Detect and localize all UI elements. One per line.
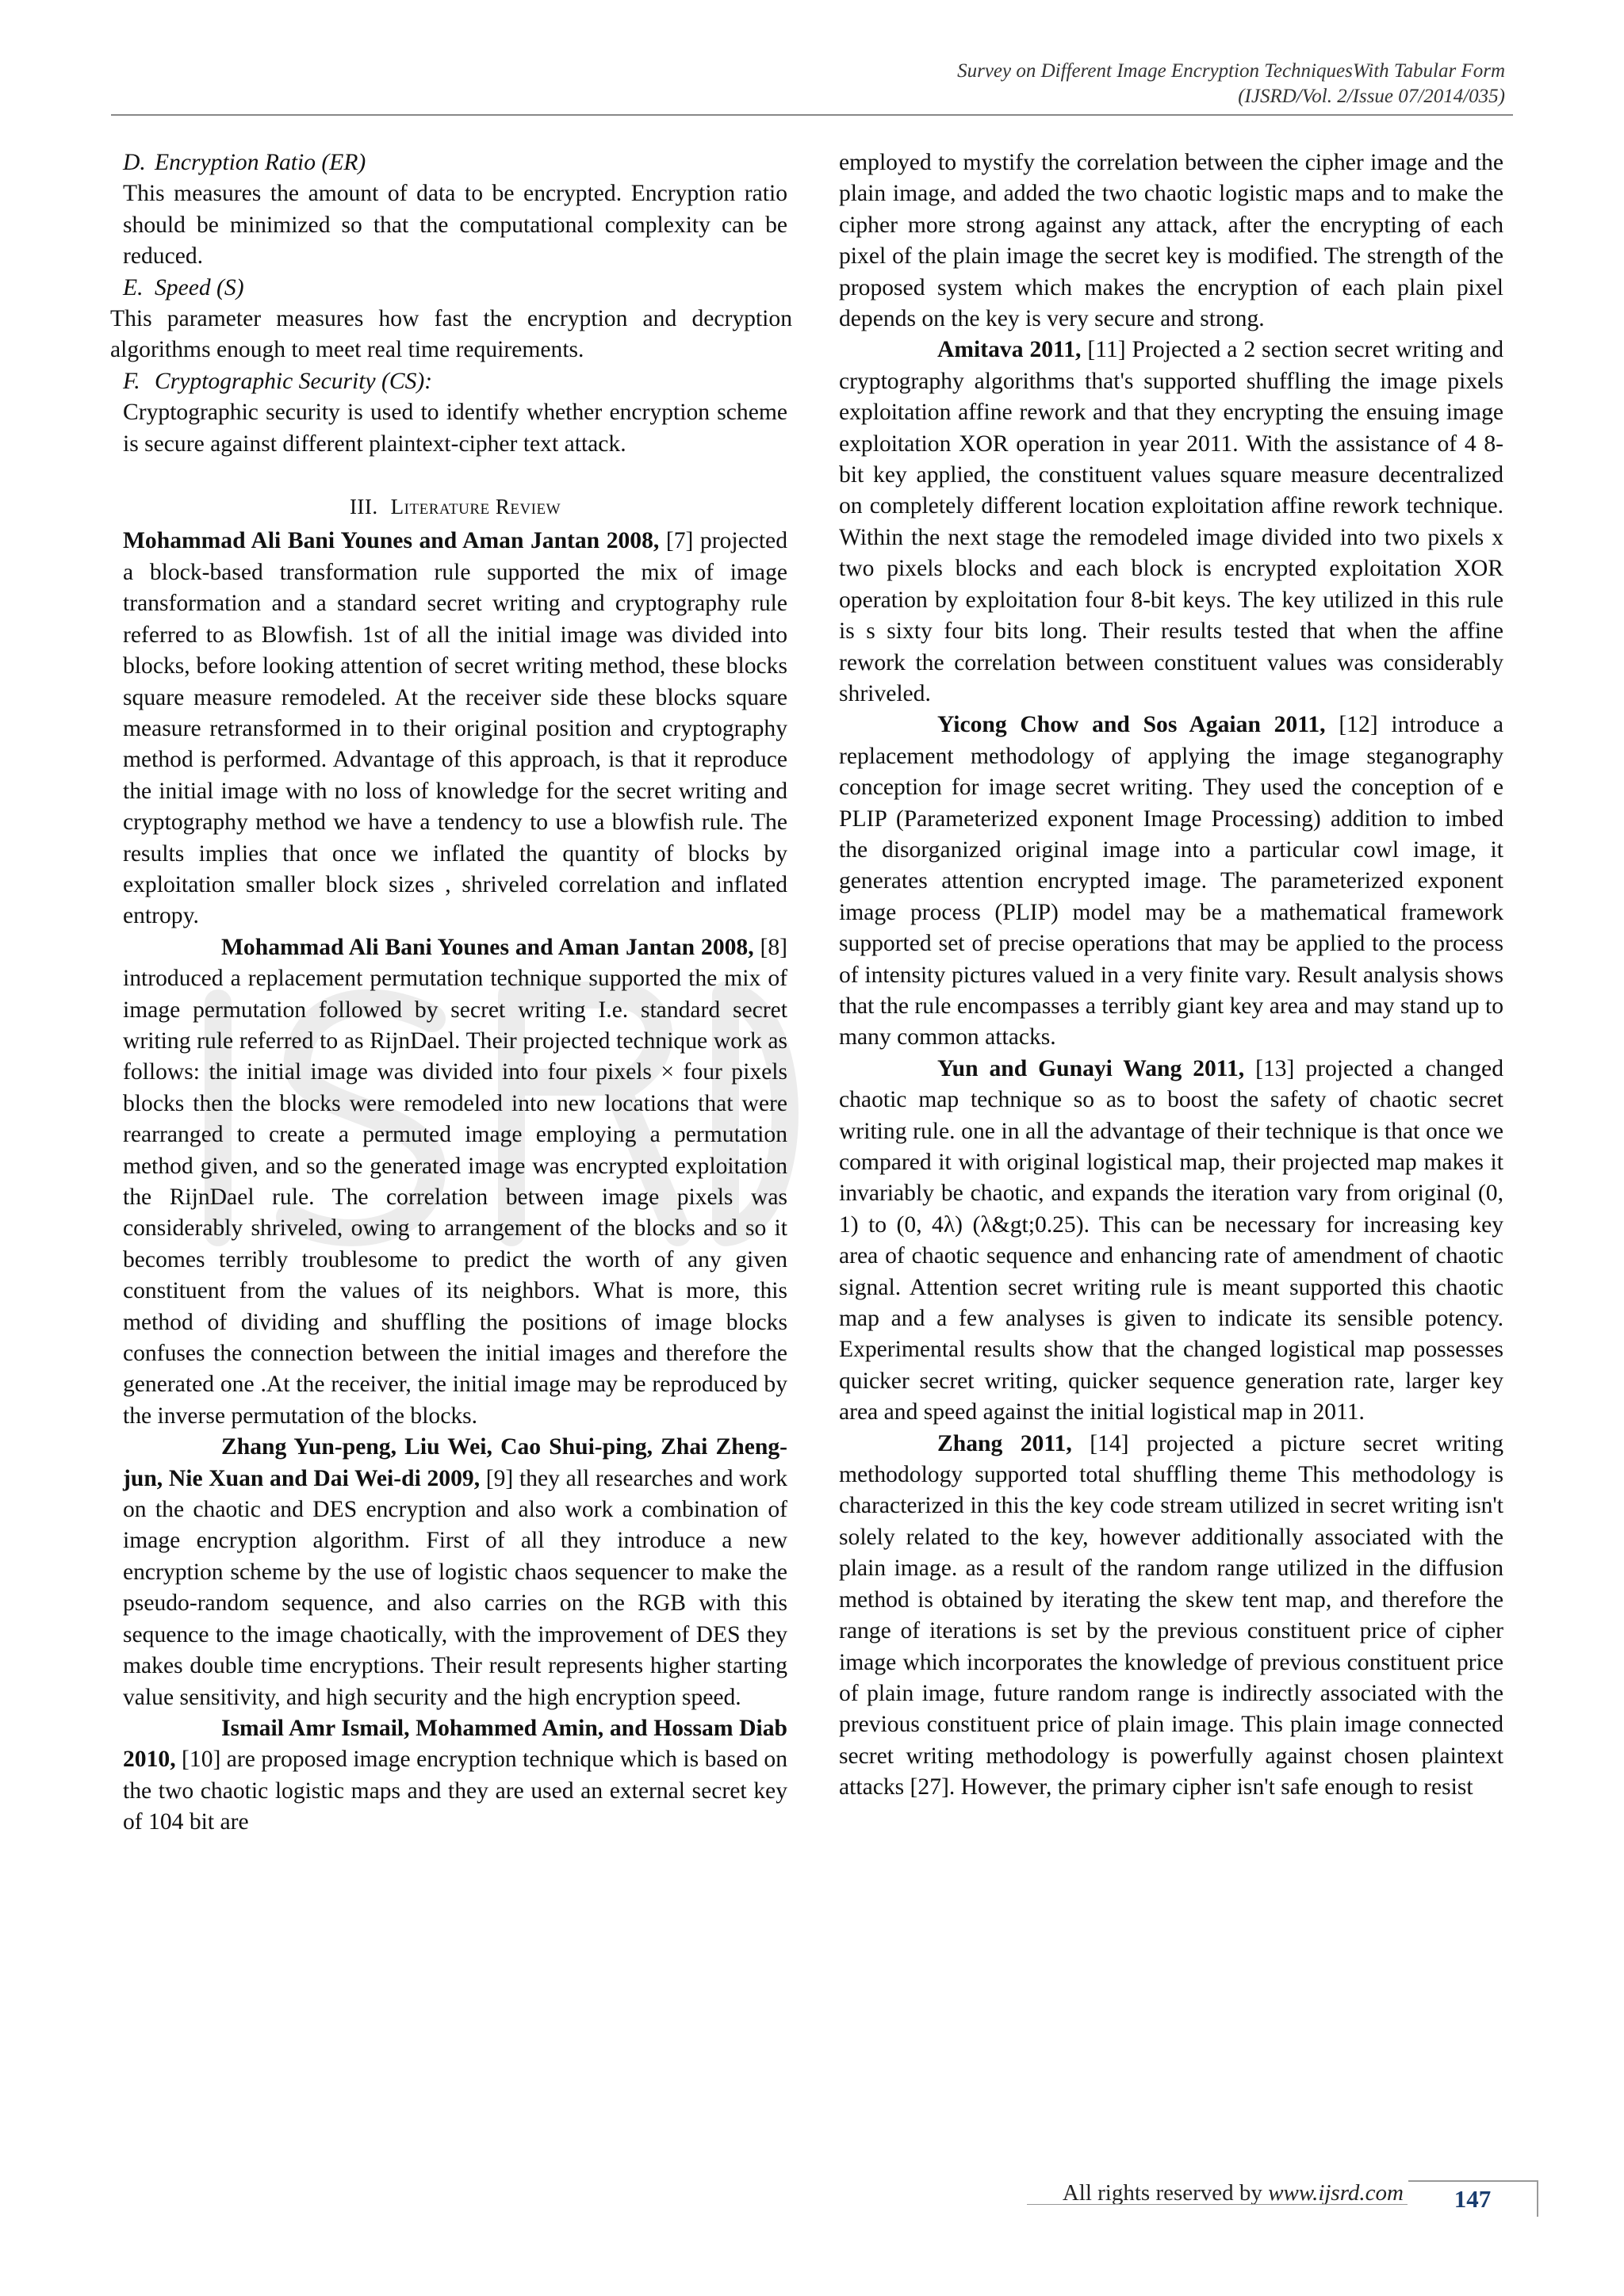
subsection-e-label: E. (123, 274, 144, 300)
footer-rule (1027, 2204, 1408, 2205)
paragraph-authors: Yun and Gunayi Wang 2011, (937, 1055, 1245, 1081)
section-title: Literature Review (390, 495, 561, 519)
footer-website: www.ijsrd.com (1268, 2180, 1404, 2206)
literature-paragraph (123, 932, 787, 1433)
literature-paragraph (839, 1054, 1503, 1429)
subsection-e-heading (123, 273, 787, 304)
subsection-e-text: This parameter measures how fast the encryption and decryption algorithms enough to meet real time requirements. (110, 306, 792, 363)
literature-paragraph (123, 1713, 787, 1839)
continued-paragraph: employed to mystify the correlation between the cipher image and the plain image, and added the two chaotic logistic maps and to make the cipher more strong against any attack, after the encrypting of each pixel of the plain image the secret key is modified. The strength of the proposed system which makes the encryption of each plain pixel depends on the key is very secure and strong. (839, 150, 1503, 332)
literature-paragraph (839, 335, 1503, 710)
paragraph-authors: Mohammad Ali Bani Younes and Aman Jantan 2008, (221, 934, 754, 960)
paragraph-authors: Amitava 2011, (937, 337, 1082, 363)
literature-paragraph (839, 710, 1503, 1053)
paragraph-authors: Mohammad Ali Bani Younes and Aman Jantan 2008, (123, 528, 660, 554)
literature-paragraph (839, 1429, 1503, 1804)
footer-rights-text: All rights reserved by (1062, 2180, 1269, 2206)
paragraph-authors: Zhang Yun-peng, Liu Wei, Cao Shui-ping, Zhai Zheng-jun, Nie Xuan and Dai Wei-di 2009, (123, 1434, 787, 1491)
subsection-f-title: Cryptographic Security (CS): (155, 368, 433, 394)
subsection-f-heading (123, 366, 787, 397)
paragraph-body: [10] are proposed image encryption technique which is based on the two chaotic logistic maps and they are used an external secret key of 104 bit are (123, 1747, 787, 1835)
running-header (395, 59, 1505, 109)
section-number: III. (349, 495, 378, 519)
journal-citation: (IJSRD/Vol. 2/Issue 07/2014/035) (1238, 86, 1505, 107)
paragraph-body: [12] introduce a replacement methodology of applying the image steganography conception for image secret writing. They used the conception of e PLIP (Parameterized exponent Image Processing) addition to imbed the disorganized original image into a particular cowl image, it generates attention encrypted image. The parameterized exponent image process (PLIP) model may be a mathematical framework supported set of precise operations that may be applied to the process of intensity pictures valued in a very finite vary. Result analysis shows that the rule encompasses a terribly giant key area and may stand up to many common attacks. (839, 712, 1503, 1050)
subsection-f-label: F. (123, 368, 140, 394)
paragraph-body: [14] projected a picture secret writing methodology supported total shuffling theme This methodology is characterized in this the key code stream utilized in secret writing isn't solely related to the key, however additionally associated with the plain image. as a result of the random range utilized in the diffusion method is obtained by iterating the skew tent map, and therefore the range of iterations is set by the previous constituent price of cipher image which incorporates the knowledge of previous constituent price of plain image, future random range is indirectly associated with the previous constituent price of plain image. This plain image connected secret writing methodology is powerfully against chosen plaintext attacks [27]. However, the primary cipher isn't safe enough to resist (839, 1430, 1503, 1800)
literature-paragraph (123, 1432, 787, 1713)
right-column (839, 147, 1503, 1804)
paragraph-authors: Yicong Chow and Sos Agaian 2011, (937, 712, 1326, 738)
header-rule (111, 114, 1513, 116)
paragraph-body: [8] introduced a replacement permutation technique supported the mix of image permutation followed by secret writing I.e. standard secret writing rule referred to as RijnDael. Their projected technique work as follows: the initial image was divided into four pixels × four pixels blocks then the blocks were remodeled into new locations that were rearranged to create a permuted image employing a permutation method given, and so the generated image was encrypted exploitation the RijnDael rule. The correlation between image pixels was considerably shriveled, owing to arrangement of the blocks and so it becomes terribly troublesome to predict the worth of any given constituent from the values of its neighbors. What is more, this method of dividing and shuffling the positions of image blocks confuses the connection between the initial images and therefore the generated one .At the receiver, the initial image may be reproduced by the inverse permutation of the blocks. (123, 934, 788, 1429)
section-heading (123, 492, 787, 522)
paragraph-body: [11] Projected a 2 section secret writing and cryptography algorithms that's supported shuffling the image pixels exploitation affine rework and that they encrypting the ensuing image exploitation XOR operation in year 2011. With the assistance of 4 8-bit key applied, the constituent values square measure decentralized on completely different location exploitation affine rework technique. Within the next stage the remodeled image divided into two pixels x two pixels blocks and each block is encrypted exploitation XOR operation by exploitation four 8-bit keys. The key utilized in this rule is s sixty four bits long. Their results tested that when the affine rework the correlation between constituent values was considerably shriveled. (839, 337, 1503, 706)
subsection-d-title: Encryption Ratio (ER) (155, 150, 366, 175)
paragraph-authors: Ismail Amr Ismail, Mohammed Amin, and Hossam Diab 2010, (123, 1715, 787, 1773)
paragraph-body: [13] projected a changed chaotic map technique so as to boost the safety of chaotic secret writing rule. one in all the advantage of their technique is that once we compared it with original logistical map, their projected map makes it invariably be chaotic, and expands the iteration vary from original (0, 1) to (0, 4λ) (λ&gt;0.25). This can be necessary for increasing key area of chaotic sequence and enhancing rate of amendment of chaotic signal. Attention secret writing rule is meant supported this chaotic map and a few analyses is given to indicate its sensible potency. Experimental results show that the changed logistical map possesses quicker secret writing, quicker sequence generation rate, larger key area and speed against the initial logistical map in 2011. (839, 1055, 1503, 1425)
subsection-f-text: Cryptographic security is used to identify whether encryption scheme is secure against different plaintext-cipher text attack. (123, 400, 787, 457)
left-column (110, 147, 792, 1839)
paragraph-body: [7] projected a block-based transformation rule supported the mix of image transformation and a standard secret writing and cryptography rule referred to as Blowfish. 1st of all the initial image was divided into blocks, before looking attention of secret writing method, these blocks square measure remodeled. At the receiver side these blocks square measure retransformed in to their original position and cryptography method is performed. Advantage of this approach, is that it reproduce the initial image with no loss of knowledge for the secret writing and cryptography method we have a tendency to use a blowfish rule. The results implies that once we inflated the quantity of blocks by exploitation smaller block sizes , shriveled correlation and inflated entropy. (123, 528, 787, 929)
subsection-e-title: Speed (S) (155, 274, 244, 300)
literature-paragraph (123, 526, 787, 932)
paragraph-authors: Zhang 2011, (937, 1430, 1072, 1456)
journal-article-title: Survey on Different Image Encryption TechniquesWith Tabular Form (957, 60, 1505, 82)
subsection-d-heading (123, 147, 787, 178)
subsection-d-label: D. (123, 150, 146, 175)
paragraph-body: [9] they all researches and work on the chaotic and DES encryption and also work a combination of image encryption algorithm. First of all they introduce a new encryption scheme by the use of logistic chaos sequencer to make the pseudo-random sequence, and also carries on the RGB with this sequence to the image chaotically, with the improvement of DES they makes double time encryptions. Their result represents higher starting value sensitivity, and high security and the high encryption speed. (123, 1465, 787, 1710)
page-number: 147 (1408, 2180, 1538, 2217)
footer-rights (1031, 2179, 1404, 2207)
subsection-d-text: This measures the amount of data to be encrypted. Encryption ratio should be minimized so that the computational complexity can be reduced. (123, 181, 787, 270)
